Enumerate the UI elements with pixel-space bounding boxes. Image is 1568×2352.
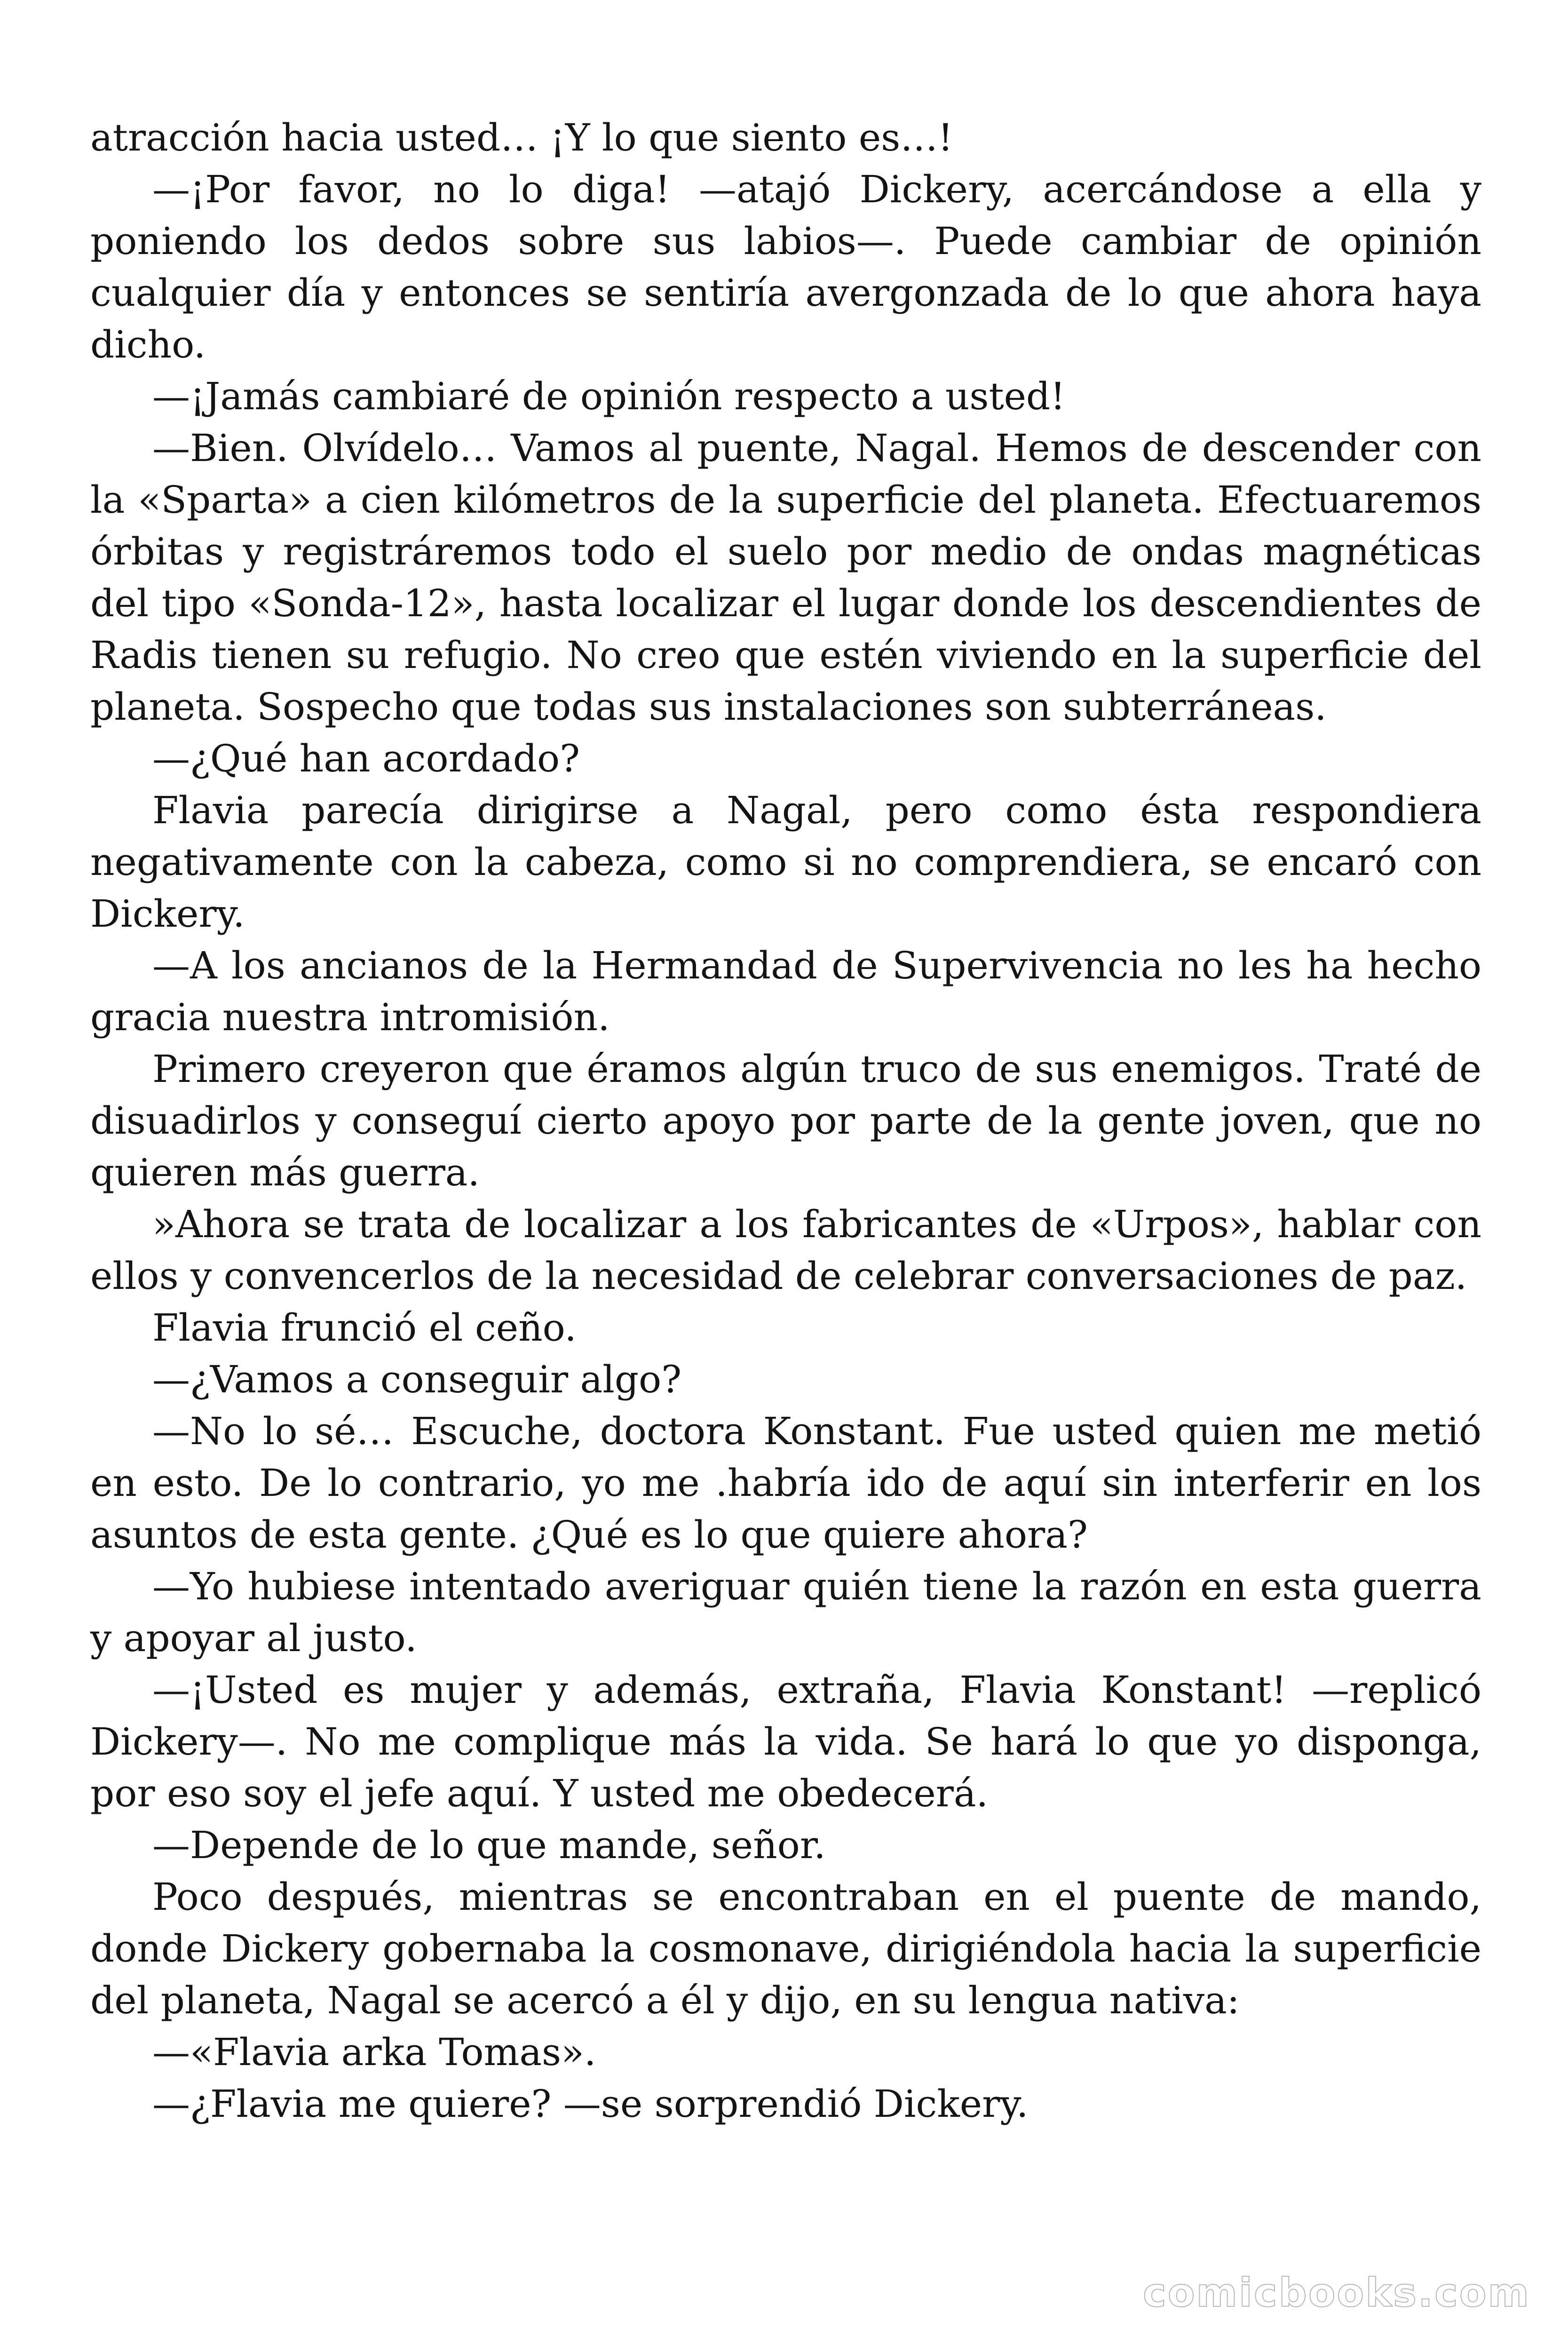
paragraph-12: —No lo sé… Escuche, doctora Konstant. Fue usted quien me metió en esto. De lo contrario, yo me .habría ido de aquí sin interferir en los asuntos de esta gente. ¿Qué es lo que quiere ahora? xyxy=(90,1409,1481,1557)
paragraph-15: —Depende de lo que mande, señor. xyxy=(152,1823,826,1867)
paragraph-17: —«Flavia arka Tomas». xyxy=(152,2030,596,2074)
paragraph-6: Flavia parecía dirigirse a Nagal, pero como ésta respondiera negativamente con la cabeza, como si no comprendiera, se encaró con Dickery. xyxy=(90,788,1481,936)
paragraph-11: —¿Vamos a conseguir algo? xyxy=(152,1358,682,1401)
paragraph-14: —¡Usted es mujer y además, extraña, Flavia Konstant! —replicó Dickery—. No me complique más la vida. Se hará lo que yo disponga, por eso soy el jefe aquí. Y usted me obedecerá. xyxy=(90,1668,1481,1815)
book-page-text xyxy=(90,112,1481,2130)
paragraph-4: —Bien. Olvídelo… Vamos al puente, Nagal. Hemos de descender con la «Sparta» a cien kilómetros de la superficie del planeta. Efectuaremos órbitas y registráremos todo el suelo por medio de ondas magnéticas del tipo «Sonda-12», hasta localizar el lugar donde los descendientes de Radis tienen su refugio. No creo que estén viviendo en la superficie del planeta. Sospecho que todas sus instalaciones son subterráneas. xyxy=(90,426,1481,729)
paragraph-8: Primero creyeron que éramos algún truco de sus enemigos. Traté de disuadirlos y conseguí cierto apoyo por parte de la gente joven, que no quieren más guerra. xyxy=(90,1047,1481,1194)
paragraph-3: —¡Jamás cambiaré de opinión respecto a usted! xyxy=(152,374,1066,418)
paragraph-16: Poco después, mientras se encontraban en el puente de mando, donde Dickery gobernaba la cosmonave, dirigiéndola hacia la superficie del planeta, Nagal se acercó a él y dijo, en su lengua nativa: xyxy=(90,1875,1481,2022)
paragraph-1: atracción hacia usted… ¡Y lo que siento es…! xyxy=(90,116,953,159)
paragraph-10: Flavia frunció el ceño. xyxy=(152,1306,577,1350)
paragraph-2: —¡Por favor, no lo diga! —atajó Dickery, acercándose a ella y poniendo los dedos sobre sus labios—. Puede cambiar de opinión cualquier día y entonces se sentiría avergonzada de lo que ahora haya dicho. xyxy=(90,167,1481,366)
paragraph-7: —A los ancianos de la Hermandad de Supervivencia no les ha hecho gracia nuestra intromisión. xyxy=(90,944,1481,1039)
paragraph-13: —Yo hubiese intentado averiguar quién tiene la razón en esta guerra y apoyar al justo. xyxy=(90,1565,1481,1660)
paragraph-9: »Ahora se trata de localizar a los fabricantes de «Urpos», hablar con ellos y convencerlos de la necesidad de celebrar conversaciones de paz. xyxy=(90,1202,1481,1298)
paragraph-18: —¿Flavia me quiere? —se sorprendió Dickery. xyxy=(152,2082,1029,2126)
paragraph-5: —¿Qué han acordado? xyxy=(152,737,580,780)
site-watermark: comicbooks.com xyxy=(1143,2270,1530,2316)
